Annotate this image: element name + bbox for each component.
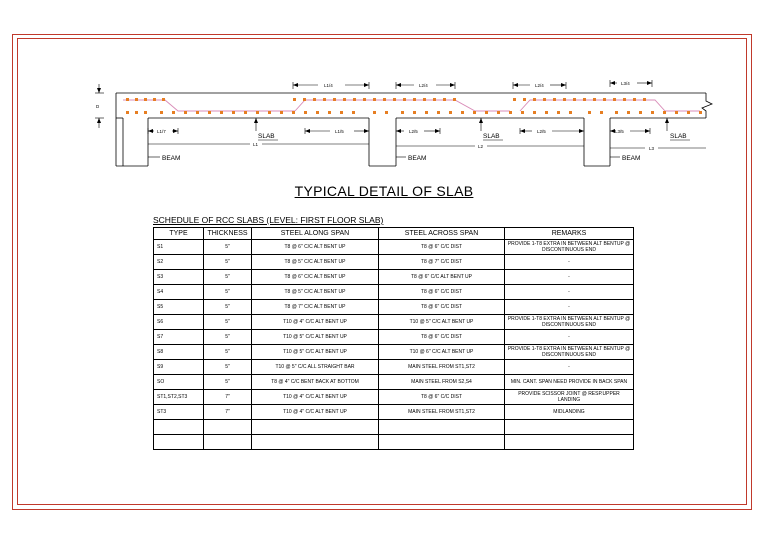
thickness-cell: 5" bbox=[204, 285, 252, 300]
steel-across-cell: T8 @ 6" C/C DIST bbox=[379, 285, 505, 300]
dim-bottom-3: L2/5 bbox=[409, 129, 418, 134]
type-cell: S7 bbox=[154, 330, 204, 345]
page-title-text: TYPICAL DETAIL OF SLAB bbox=[294, 183, 474, 199]
steel-across-cell: T8 @ 6" C/C DIST bbox=[379, 300, 505, 315]
column-header-steel-across-span: STEEL ACROSS SPAN bbox=[379, 228, 505, 240]
table-row bbox=[154, 240, 634, 255]
table-row bbox=[154, 300, 634, 315]
remarks-cell: - bbox=[505, 330, 634, 345]
type-cell: S4 bbox=[154, 285, 204, 300]
dim-top-2: L2/4 bbox=[419, 83, 428, 88]
column-header-remarks: REMARKS bbox=[505, 228, 634, 240]
type-cell bbox=[154, 420, 204, 435]
thickness-cell: 5" bbox=[204, 255, 252, 270]
beam-label-3: BEAM bbox=[622, 155, 641, 162]
table-row bbox=[154, 405, 634, 420]
remarks-cell bbox=[505, 435, 634, 450]
thickness-cell: 5" bbox=[204, 330, 252, 345]
table-row bbox=[154, 270, 634, 285]
dim-bottom-4: L2/5 bbox=[537, 129, 546, 134]
steel-along-cell: T10 @ 4" C/C ALT BENT UP bbox=[252, 390, 379, 405]
dim-top-1: L1/4 bbox=[324, 83, 333, 88]
dim-top-4: L3/4 bbox=[621, 81, 630, 86]
thickness-cell: 7" bbox=[204, 390, 252, 405]
top-rebar-dots bbox=[126, 98, 646, 101]
steel-along-cell bbox=[252, 420, 379, 435]
type-cell: ST1,ST2,ST3 bbox=[154, 390, 204, 405]
dim-bottom-5: L3/5 bbox=[615, 129, 624, 134]
steel-across-cell bbox=[379, 435, 505, 450]
table-row bbox=[154, 255, 634, 270]
column-header-thickness: THICKNESS bbox=[204, 228, 252, 240]
thickness-cell bbox=[204, 435, 252, 450]
table-row bbox=[154, 435, 634, 450]
steel-across-cell: T8 @ 6" C/C DIST bbox=[379, 240, 505, 255]
type-cell: SO bbox=[154, 375, 204, 390]
remarks-cell: PROVIDE SCISSOR JOINT @ RESP.UPPER LANDING bbox=[505, 390, 634, 405]
steel-across-cell: MAIN STEEL FROM ST1,ST2 bbox=[379, 360, 505, 375]
bent-up-bars bbox=[123, 100, 700, 111]
steel-along-cell: T10 @ 5" C/C ALL STRAIGHT BAR bbox=[252, 360, 379, 375]
page-title bbox=[0, 183, 768, 199]
table-row bbox=[154, 360, 634, 375]
table-row bbox=[154, 420, 634, 435]
table-row bbox=[154, 345, 634, 360]
type-cell: S8 bbox=[154, 345, 204, 360]
steel-along-cell: T10 @ 5" C/C ALT BENT UP bbox=[252, 330, 379, 345]
steel-along-cell: T10 @ 4" C/C ALT BENT UP bbox=[252, 315, 379, 330]
steel-across-cell: MAIN STEEL FROM ST1,ST2 bbox=[379, 405, 505, 420]
thickness-cell: 5" bbox=[204, 270, 252, 285]
steel-along-cell: T8 @ 5" C/C ALT BENT UP bbox=[252, 285, 379, 300]
steel-along-cell bbox=[252, 435, 379, 450]
remarks-cell: - bbox=[505, 360, 634, 375]
steel-across-cell bbox=[379, 420, 505, 435]
type-cell: S3 bbox=[154, 270, 204, 285]
steel-along-cell: T10 @ 4" C/C ALT BENT UP bbox=[252, 405, 379, 420]
steel-across-cell: T8 @ 6" C/C DIST bbox=[379, 390, 505, 405]
steel-along-cell: T10 @ 5" C/C ALT BENT UP bbox=[252, 345, 379, 360]
column-header-type: TYPE bbox=[154, 228, 204, 240]
schedule-body bbox=[154, 240, 634, 450]
thickness-cell: 7" bbox=[204, 405, 252, 420]
remarks-cell: MIDLANDING bbox=[505, 405, 634, 420]
type-cell: S5 bbox=[154, 300, 204, 315]
remarks-cell: - bbox=[505, 270, 634, 285]
steel-along-cell: T8 @ 7" C/C ALT BENT UP bbox=[252, 300, 379, 315]
span-label-l2: L2 bbox=[478, 144, 484, 149]
type-cell: S6 bbox=[154, 315, 204, 330]
steel-across-cell: T10 @ 5" C/C ALT BENT UP bbox=[379, 315, 505, 330]
type-cell: S2 bbox=[154, 255, 204, 270]
type-cell: ST3 bbox=[154, 405, 204, 420]
remarks-cell bbox=[505, 420, 634, 435]
slab-label-1: SLAB bbox=[258, 133, 275, 140]
thickness-cell: 5" bbox=[204, 375, 252, 390]
remarks-cell: - bbox=[505, 285, 634, 300]
type-cell: S1 bbox=[154, 240, 204, 255]
table-header-row bbox=[154, 228, 634, 240]
table-row bbox=[154, 390, 634, 405]
remarks-cell: - bbox=[505, 255, 634, 270]
steel-along-cell: T8 @ 6" C/C ALT BENT UP bbox=[252, 270, 379, 285]
remarks-cell: MIN. CANT. SPAN NEED PROVIDE IN BACK SPAN bbox=[505, 375, 634, 390]
span-label-l1: L1 bbox=[253, 142, 259, 147]
steel-across-cell: T8 @ 7" C/C DIST bbox=[379, 255, 505, 270]
remarks-cell: PROVIDE 1-T8 EXTRA IN BETWEEN ALT BENTUP @ DISCONTINUOUS END bbox=[505, 345, 634, 360]
column-header-steel-along-span: STEEL ALONG SPAN bbox=[252, 228, 379, 240]
thickness-cell: 5" bbox=[204, 345, 252, 360]
thickness-cell: 5" bbox=[204, 300, 252, 315]
thickness-cell: 5" bbox=[204, 240, 252, 255]
table-row bbox=[154, 330, 634, 345]
dimension-arrows bbox=[97, 81, 669, 133]
type-cell bbox=[154, 435, 204, 450]
steel-across-cell: MAIN STEEL FROM S2,S4 bbox=[379, 375, 505, 390]
dim-bottom-1: L1/7 bbox=[157, 129, 166, 134]
remarks-cell: - bbox=[505, 300, 634, 315]
depth-label: D bbox=[96, 104, 100, 109]
remarks-cell: PROVIDE 1-T8 EXTRA IN BETWEEN ALT BENTUP @ DISCONTINUOUS END bbox=[505, 240, 634, 255]
remarks-cell: PROVIDE 1-T8 EXTRA IN BETWEEN ALT BENTUP @ DISCONTINUOUS END bbox=[505, 315, 634, 330]
slab-label-3: SLAB bbox=[670, 133, 687, 140]
steel-along-cell: T8 @ 5" C/C ALT BENT UP bbox=[252, 255, 379, 270]
dim-top-3: L2/4 bbox=[535, 83, 544, 88]
thickness-cell: 5" bbox=[204, 315, 252, 330]
steel-across-cell: T8 @ 6" C/C DIST bbox=[379, 330, 505, 345]
type-cell: S9 bbox=[154, 360, 204, 375]
slab-label-2: SLAB bbox=[483, 133, 500, 140]
schedule-title: SCHEDULE OF RCC SLABS (LEVEL: FIRST FLOOR SLAB) bbox=[153, 215, 384, 225]
dimension-lines bbox=[95, 80, 706, 157]
table-row bbox=[154, 285, 634, 300]
dim-bottom-2: L1/5 bbox=[335, 129, 344, 134]
table-row bbox=[154, 375, 634, 390]
steel-along-cell: T8 @ 4" C/C BENT BACK AT BOTTOM bbox=[252, 375, 379, 390]
steel-across-cell: T8 @ 6" C/C ALT BENT UP bbox=[379, 270, 505, 285]
steel-across-cell: T10 @ 6" C/C ALT BENT UP bbox=[379, 345, 505, 360]
beam-label-2: BEAM bbox=[408, 155, 427, 162]
thickness-cell bbox=[204, 420, 252, 435]
beam-label-1: BEAM bbox=[162, 155, 181, 162]
span-label-l3: L3 bbox=[649, 146, 655, 151]
slab-schedule-table bbox=[153, 227, 634, 450]
thickness-cell: 5" bbox=[204, 360, 252, 375]
steel-along-cell: T8 @ 6" C/C ALT BENT UP bbox=[252, 240, 379, 255]
table-row bbox=[154, 315, 634, 330]
